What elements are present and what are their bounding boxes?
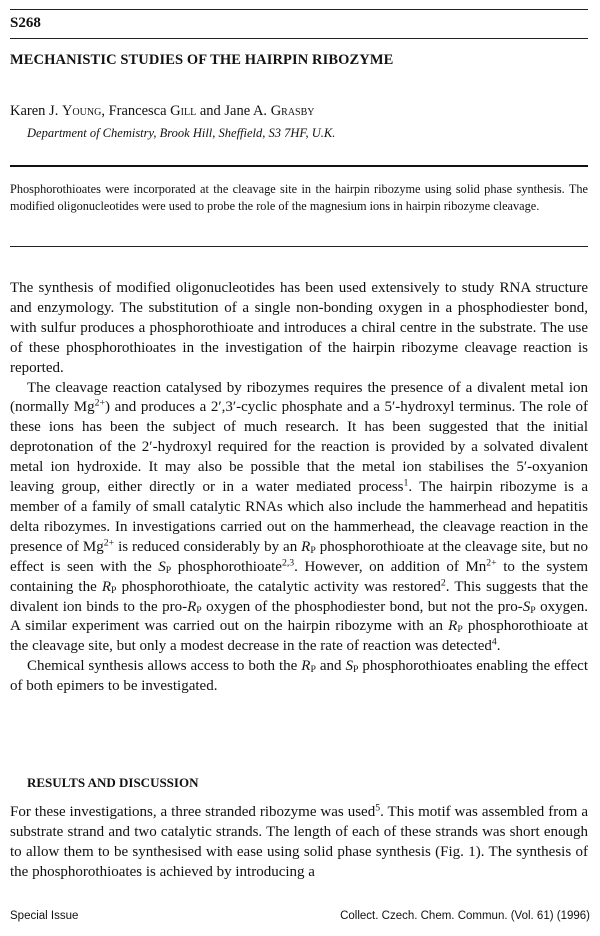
top-rule [10, 9, 588, 10]
paper-title: MECHANISTIC STUDIES OF THE HAIRPIN RIBOZYME [10, 52, 394, 68]
author-surname: Young [61, 103, 102, 119]
citation: 2,3 [281, 557, 295, 569]
citation: 1 [403, 477, 409, 489]
author-list: Karen J. Young, Francesca Gill and Jane A. Grasby [10, 103, 315, 119]
paragraph-4: For these investigations, a three stranded ribozyme was used$^5$. This motif was assembled from a substrate strand and two catalytic strands. The length of each of these strands was short enough to allow them to be synthesised with ease using solid phase synthesis (Fig. 1). The synthesis of the phosphorothioates is achieved by introducing a [10, 802, 588, 880]
author-surname: Gill [170, 103, 197, 119]
author-first: Karen J. [10, 103, 62, 119]
citation: 4 [491, 636, 497, 648]
abstract: Phosphorothioates were incorporated at the cleavage site in the hairpin ribozyme using solid phase synthesis. The modified oligonucleotides were used to probe the role of the magnesium ions in hairpin ribozyme cleavage. [10, 182, 588, 213]
paragraph-2: The cleavage reaction catalysed by ribozymes requires the presence of a divalent metal ion (normally $Mg^{2+}$) and produces a 2′,3′-cyclic phosphate and a 5′-hydroxyl terminus. The role of these ions has been the subject of much research. It has been suggested that the initial deprotonation of the 2′-hydroxyl required for the reaction is provided by a solvated divalent metal ion hydroxide. It may also be possible that the metal ion stabilises the 5′-oxyanion leaving group, either directly or in a water mediated process$^1$. The hairpin ribozyme is a member of a family of small catalytic RNAs which also include the hammerhead and hepatitis delta ribozymes. In investigations carried out on the hammerhead, the cleavage reaction in the presence of $Mg^{2+}$ is reduced considerably by an $R_P$ phosphorothioate at the cleavage site, but no effect is seen with the $S_P$ phosphorothioate$^{2,3}$. However, on addition of $Mn^{2+}$ to the system containing the $R_P$ phosphorothioate, the catalytic activity was restored$^2$. This suggests that the divalent ion binds to the pro-$R_P$ oxygen of the phosphodiester bond, but not the pro-$S_P$ oxygen. A similar experiment was carried out on the hairpin ribozyme with an $R_P$ phosphorothioate at the cleavage site, but only a modest decrease in the rate of reaction was detected$^4$. [10, 379, 589, 655]
body-text [10, 279, 588, 697]
citation: 5 [375, 802, 381, 814]
author-surname: Grasby [270, 103, 315, 119]
paragraph-3: Chemical synthesis allows access to both the $R_P$ and $S_P$ phosphorothioates enabling the effect of both epimers to be investigated. [10, 658, 588, 695]
affiliation: Department of Chemistry, Brook Hill, Sheffield, S3 7HF, U.K. [27, 126, 336, 140]
results-text [10, 803, 588, 883]
page-number: S268 [10, 15, 41, 31]
citation: 2 [440, 577, 446, 589]
section-heading: RESULTS AND DISCUSSION [27, 775, 199, 790]
abstract-bottom-rule [10, 246, 588, 247]
footer-left: Special Issue [10, 910, 79, 922]
paragraph-1: The synthesis of modified oligonucleotides has been used extensively to study RNA structure and enzymology. The substitution of a single non-bonding oxygen in a phosphodiester bond, with sulfur produces a phosphorothioate and introduces a chiral centre in the substrate. The use of these phosphorothioates in the investigation of the hairpin ribozyme cleavage reaction is reported. [10, 280, 588, 376]
abstract-top-rule [10, 165, 588, 167]
footer-journal: Collect. Czech. Chem. Commun. (Vol. 61) (1996) [340, 910, 590, 922]
header-rule [10, 38, 588, 39]
